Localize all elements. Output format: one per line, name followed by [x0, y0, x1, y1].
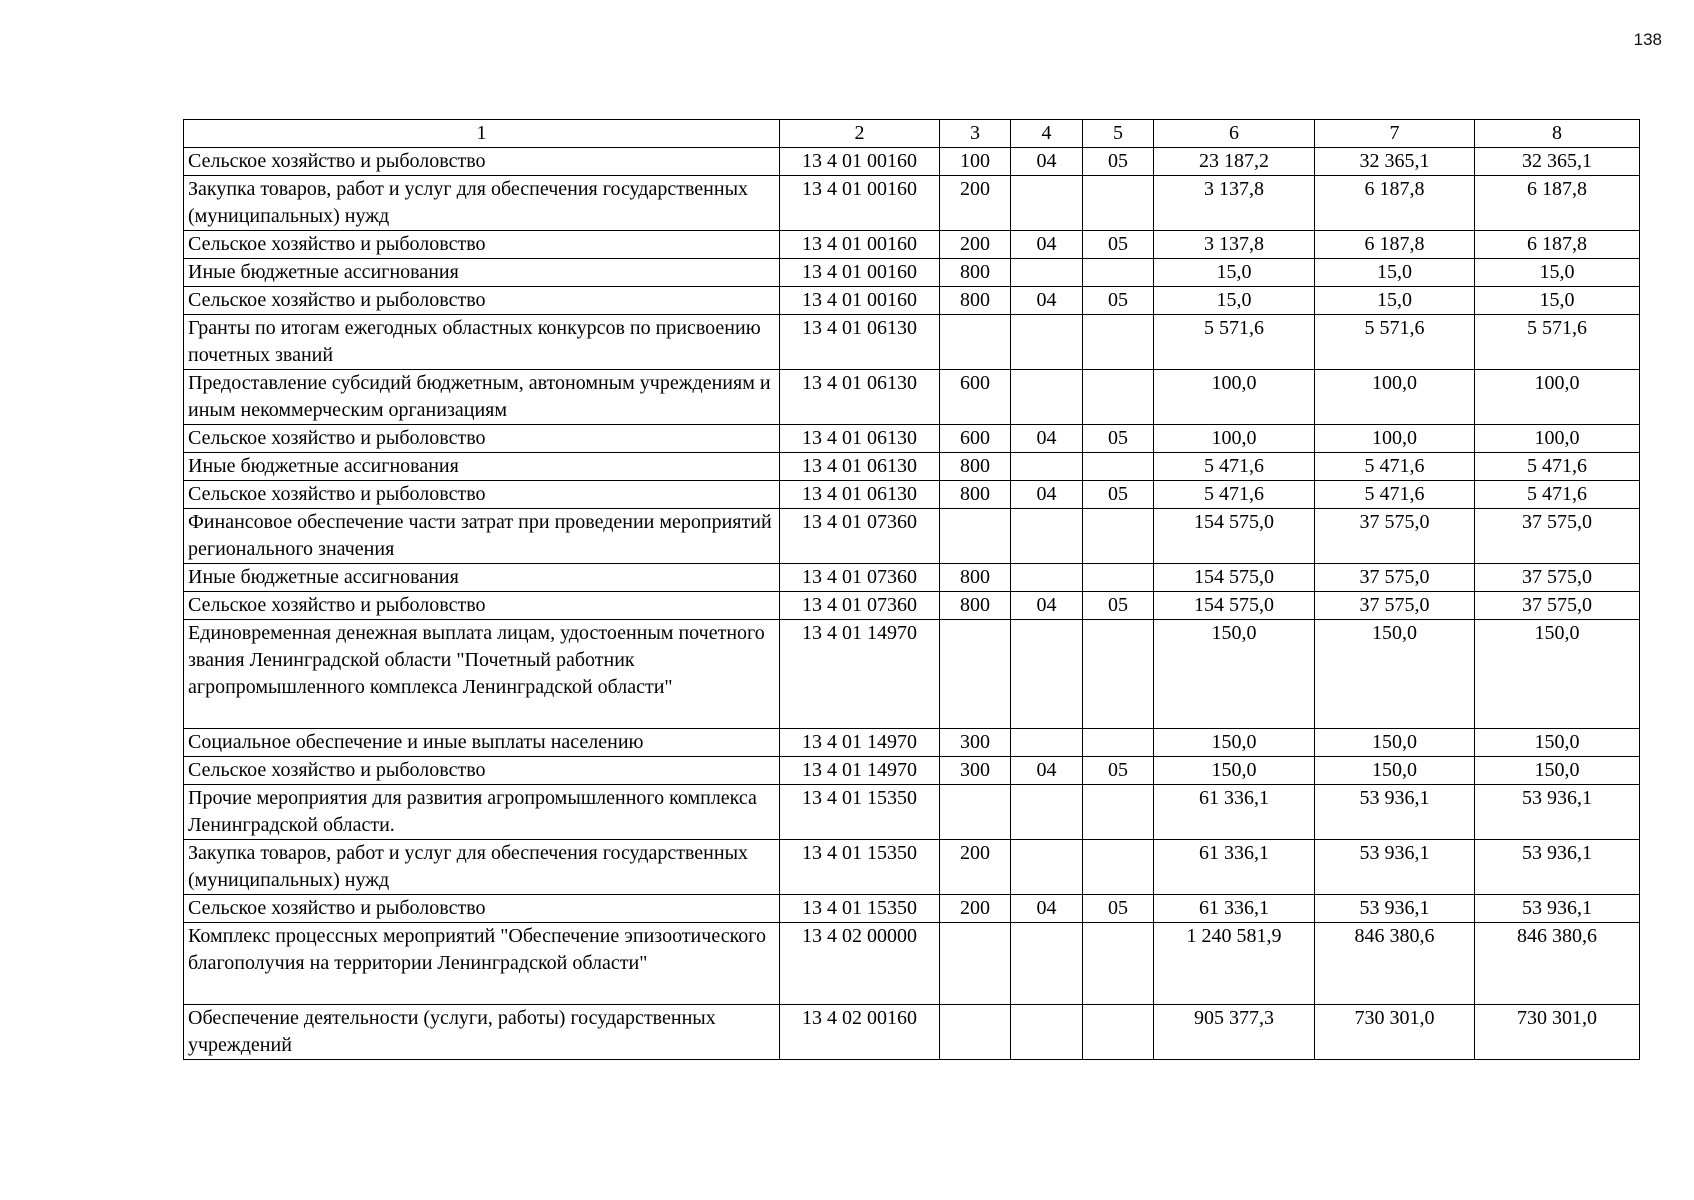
row-value-8-cell: 150,0 [1475, 729, 1640, 757]
row-type-cell: 800 [940, 453, 1011, 481]
row-code-cell: 13 4 01 06130 [780, 315, 940, 370]
row-section-cell [1011, 564, 1083, 592]
row-value-7-cell: 53 936,1 [1315, 785, 1475, 840]
row-name-cell: Сельское хозяйство и рыболовство [184, 592, 780, 620]
row-section-cell [1011, 1005, 1083, 1060]
row-section-cell [1011, 785, 1083, 840]
table-row [184, 785, 1640, 840]
row-value-7-cell: 100,0 [1315, 370, 1475, 425]
table-row [184, 840, 1640, 895]
row-type-cell: 600 [940, 425, 1011, 453]
row-section-cell [1011, 620, 1083, 729]
row-name-cell: Сельское хозяйство и рыболовство [184, 287, 780, 315]
row-value-8-cell: 15,0 [1475, 259, 1640, 287]
table-row [184, 481, 1640, 509]
row-code-cell: 13 4 01 00160 [780, 259, 940, 287]
row-subsection-cell: 05 [1083, 231, 1154, 259]
row-type-cell: 800 [940, 481, 1011, 509]
row-section-cell [1011, 315, 1083, 370]
row-code-cell: 13 4 01 06130 [780, 481, 940, 509]
header-cell: 1 [184, 120, 780, 148]
row-value-6-cell: 15,0 [1154, 287, 1315, 315]
table-row [184, 592, 1640, 620]
table-row [184, 729, 1640, 757]
row-name-cell: Социальное обеспечение и иные выплаты населению [184, 729, 780, 757]
row-type-cell [940, 315, 1011, 370]
row-type-cell: 800 [940, 564, 1011, 592]
row-code-cell: 13 4 01 14970 [780, 729, 940, 757]
row-value-7-cell: 15,0 [1315, 259, 1475, 287]
row-type-cell [940, 509, 1011, 564]
row-code-cell: 13 4 01 07360 [780, 564, 940, 592]
row-name-cell: Сельское хозяйство и рыболовство [184, 481, 780, 509]
row-value-7-cell: 15,0 [1315, 287, 1475, 315]
row-section-cell: 04 [1011, 592, 1083, 620]
row-name-cell: Сельское хозяйство и рыболовство [184, 148, 780, 176]
row-value-6-cell: 61 336,1 [1154, 785, 1315, 840]
row-name-cell: Предоставление субсидий бюджетным, автономным учреждениям и иным некоммерческим организациям [184, 370, 780, 425]
row-value-6-cell: 100,0 [1154, 425, 1315, 453]
row-section-cell: 04 [1011, 895, 1083, 923]
row-type-cell: 800 [940, 287, 1011, 315]
row-section-cell: 04 [1011, 231, 1083, 259]
row-section-cell [1011, 509, 1083, 564]
row-value-7-cell: 5 571,6 [1315, 315, 1475, 370]
row-section-cell [1011, 176, 1083, 231]
row-value-6-cell: 154 575,0 [1154, 564, 1315, 592]
table-row [184, 895, 1640, 923]
row-type-cell: 600 [940, 370, 1011, 425]
row-value-6-cell: 154 575,0 [1154, 592, 1315, 620]
row-section-cell: 04 [1011, 757, 1083, 785]
row-value-7-cell: 37 575,0 [1315, 592, 1475, 620]
row-value-7-cell: 150,0 [1315, 729, 1475, 757]
row-value-7-cell: 6 187,8 [1315, 231, 1475, 259]
row-value-6-cell: 15,0 [1154, 259, 1315, 287]
row-code-cell: 13 4 01 15350 [780, 895, 940, 923]
table-row [184, 315, 1640, 370]
row-type-cell [940, 1005, 1011, 1060]
row-name-cell: Сельское хозяйство и рыболовство [184, 231, 780, 259]
row-value-7-cell: 37 575,0 [1315, 564, 1475, 592]
row-value-8-cell: 100,0 [1475, 370, 1640, 425]
row-type-cell: 200 [940, 231, 1011, 259]
header-cell: 7 [1315, 120, 1475, 148]
budget-table [183, 119, 1640, 1060]
row-value-8-cell: 150,0 [1475, 620, 1640, 729]
row-name-cell: Закупка товаров, работ и услуг для обеспечения государственных (муниципальных) нужд [184, 176, 780, 231]
row-value-8-cell: 53 936,1 [1475, 895, 1640, 923]
page-number: 138 [1633, 30, 1662, 49]
row-value-7-cell: 53 936,1 [1315, 895, 1475, 923]
row-code-cell: 13 4 01 07360 [780, 509, 940, 564]
row-value-7-cell: 846 380,6 [1315, 923, 1475, 1005]
row-subsection-cell: 05 [1083, 757, 1154, 785]
row-subsection-cell [1083, 840, 1154, 895]
row-subsection-cell [1083, 564, 1154, 592]
row-name-cell: Финансовое обеспечение части затрат при проведении мероприятий регионального значения [184, 509, 780, 564]
row-section-cell [1011, 923, 1083, 1005]
table-row [184, 370, 1640, 425]
row-subsection-cell [1083, 453, 1154, 481]
row-type-cell: 100 [940, 148, 1011, 176]
table-row [184, 564, 1640, 592]
row-code-cell: 13 4 02 00000 [780, 923, 940, 1005]
row-value-7-cell: 32 365,1 [1315, 148, 1475, 176]
row-type-cell: 300 [940, 757, 1011, 785]
table-row [184, 231, 1640, 259]
row-subsection-cell: 05 [1083, 481, 1154, 509]
row-value-8-cell: 730 301,0 [1475, 1005, 1640, 1060]
row-section-cell [1011, 729, 1083, 757]
row-value-6-cell: 1 240 581,9 [1154, 923, 1315, 1005]
row-subsection-cell [1083, 370, 1154, 425]
table-row [184, 509, 1640, 564]
header-cell: 2 [780, 120, 940, 148]
row-section-cell: 04 [1011, 287, 1083, 315]
row-subsection-cell [1083, 1005, 1154, 1060]
row-subsection-cell [1083, 315, 1154, 370]
row-value-8-cell: 846 380,6 [1475, 923, 1640, 1005]
row-name-cell: Прочие мероприятия для развития агропромышленного комплекса Ленинградской области. [184, 785, 780, 840]
row-value-7-cell: 5 471,6 [1315, 481, 1475, 509]
row-name-cell: Сельское хозяйство и рыболовство [184, 425, 780, 453]
row-subsection-cell: 05 [1083, 895, 1154, 923]
row-name-cell: Иные бюджетные ассигнования [184, 259, 780, 287]
row-value-6-cell: 3 137,8 [1154, 176, 1315, 231]
row-code-cell: 13 4 01 00160 [780, 148, 940, 176]
row-value-8-cell: 6 187,8 [1475, 176, 1640, 231]
row-value-7-cell: 730 301,0 [1315, 1005, 1475, 1060]
row-code-cell: 13 4 01 07360 [780, 592, 940, 620]
table-body [184, 148, 1640, 1060]
row-type-cell: 200 [940, 176, 1011, 231]
row-type-cell: 800 [940, 259, 1011, 287]
row-type-cell [940, 785, 1011, 840]
row-subsection-cell [1083, 259, 1154, 287]
table-row [184, 923, 1640, 1005]
header-cell: 3 [940, 120, 1011, 148]
row-section-cell: 04 [1011, 148, 1083, 176]
row-value-6-cell: 61 336,1 [1154, 895, 1315, 923]
row-name-cell: Закупка товаров, работ и услуг для обеспечения государственных (муниципальных) нужд [184, 840, 780, 895]
table-row [184, 287, 1640, 315]
row-name-cell: Иные бюджетные ассигнования [184, 564, 780, 592]
row-value-8-cell: 53 936,1 [1475, 840, 1640, 895]
row-type-cell: 800 [940, 592, 1011, 620]
row-value-6-cell: 5 471,6 [1154, 453, 1315, 481]
row-code-cell: 13 4 01 15350 [780, 840, 940, 895]
table-row [184, 453, 1640, 481]
table-row [184, 176, 1640, 231]
row-value-8-cell: 5 471,6 [1475, 453, 1640, 481]
row-value-8-cell: 100,0 [1475, 425, 1640, 453]
row-value-8-cell: 32 365,1 [1475, 148, 1640, 176]
header-cell: 5 [1083, 120, 1154, 148]
row-value-7-cell: 150,0 [1315, 620, 1475, 729]
row-section-cell [1011, 840, 1083, 895]
row-value-7-cell: 100,0 [1315, 425, 1475, 453]
row-type-cell [940, 923, 1011, 1005]
row-value-8-cell: 15,0 [1475, 287, 1640, 315]
row-value-6-cell: 150,0 [1154, 757, 1315, 785]
row-value-6-cell: 150,0 [1154, 729, 1315, 757]
row-value-6-cell: 154 575,0 [1154, 509, 1315, 564]
row-value-6-cell: 5 471,6 [1154, 481, 1315, 509]
row-type-cell: 300 [940, 729, 1011, 757]
row-value-6-cell: 23 187,2 [1154, 148, 1315, 176]
row-name-cell: Гранты по итогам ежегодных областных конкурсов по присвоению почетных званий [184, 315, 780, 370]
row-value-7-cell: 5 471,6 [1315, 453, 1475, 481]
row-name-cell: Иные бюджетные ассигнования [184, 453, 780, 481]
row-code-cell: 13 4 02 00160 [780, 1005, 940, 1060]
row-code-cell: 13 4 01 00160 [780, 287, 940, 315]
row-value-8-cell: 37 575,0 [1475, 509, 1640, 564]
row-value-8-cell: 6 187,8 [1475, 231, 1640, 259]
row-code-cell: 13 4 01 06130 [780, 370, 940, 425]
row-value-7-cell: 6 187,8 [1315, 176, 1475, 231]
row-subsection-cell [1083, 923, 1154, 1005]
row-value-7-cell: 53 936,1 [1315, 840, 1475, 895]
row-value-6-cell: 905 377,3 [1154, 1005, 1315, 1060]
table-row [184, 148, 1640, 176]
table-row [184, 425, 1640, 453]
header-cell: 4 [1011, 120, 1083, 148]
row-subsection-cell: 05 [1083, 287, 1154, 315]
row-value-6-cell: 3 137,8 [1154, 231, 1315, 259]
row-name-cell: Комплекс процессных мероприятий "Обеспечение эпизоотического благополучия на территории Ленинградской области" [184, 923, 780, 1005]
row-value-6-cell: 150,0 [1154, 620, 1315, 729]
row-value-8-cell: 37 575,0 [1475, 592, 1640, 620]
table-row [184, 620, 1640, 729]
row-code-cell: 13 4 01 14970 [780, 620, 940, 729]
row-value-8-cell: 53 936,1 [1475, 785, 1640, 840]
header-cell: 6 [1154, 120, 1315, 148]
row-value-6-cell: 100,0 [1154, 370, 1315, 425]
row-code-cell: 13 4 01 00160 [780, 176, 940, 231]
row-code-cell: 13 4 01 06130 [780, 425, 940, 453]
row-subsection-cell [1083, 509, 1154, 564]
row-value-8-cell: 5 571,6 [1475, 315, 1640, 370]
row-subsection-cell [1083, 176, 1154, 231]
header-cell: 8 [1475, 120, 1640, 148]
row-name-cell: Сельское хозяйство и рыболовство [184, 757, 780, 785]
row-name-cell: Обеспечение деятельности (услуги, работы) государственных учреждений [184, 1005, 780, 1060]
row-name-cell: Единовременная денежная выплата лицам, удостоенным почетного звания Ленинградской области "Почетный работник агропромышленного комплекса Ленинградской области" [184, 620, 780, 729]
row-type-cell [940, 620, 1011, 729]
row-value-8-cell: 37 575,0 [1475, 564, 1640, 592]
row-subsection-cell: 05 [1083, 425, 1154, 453]
row-subsection-cell [1083, 620, 1154, 729]
row-section-cell [1011, 259, 1083, 287]
row-type-cell: 200 [940, 895, 1011, 923]
row-section-cell: 04 [1011, 481, 1083, 509]
row-code-cell: 13 4 01 15350 [780, 785, 940, 840]
table-row [184, 1005, 1640, 1060]
row-value-6-cell: 5 571,6 [1154, 315, 1315, 370]
row-code-cell: 13 4 01 06130 [780, 453, 940, 481]
row-code-cell: 13 4 01 00160 [780, 231, 940, 259]
table-row [184, 757, 1640, 785]
row-value-6-cell: 61 336,1 [1154, 840, 1315, 895]
row-value-7-cell: 37 575,0 [1315, 509, 1475, 564]
row-value-8-cell: 150,0 [1475, 757, 1640, 785]
row-section-cell [1011, 453, 1083, 481]
header-row [184, 120, 1640, 148]
row-subsection-cell [1083, 785, 1154, 840]
row-subsection-cell [1083, 729, 1154, 757]
row-subsection-cell: 05 [1083, 148, 1154, 176]
row-type-cell: 200 [940, 840, 1011, 895]
row-subsection-cell: 05 [1083, 592, 1154, 620]
row-name-cell: Сельское хозяйство и рыболовство [184, 895, 780, 923]
row-value-7-cell: 150,0 [1315, 757, 1475, 785]
table-row [184, 259, 1640, 287]
row-code-cell: 13 4 01 14970 [780, 757, 940, 785]
row-value-8-cell: 5 471,6 [1475, 481, 1640, 509]
row-section-cell [1011, 370, 1083, 425]
row-section-cell: 04 [1011, 425, 1083, 453]
